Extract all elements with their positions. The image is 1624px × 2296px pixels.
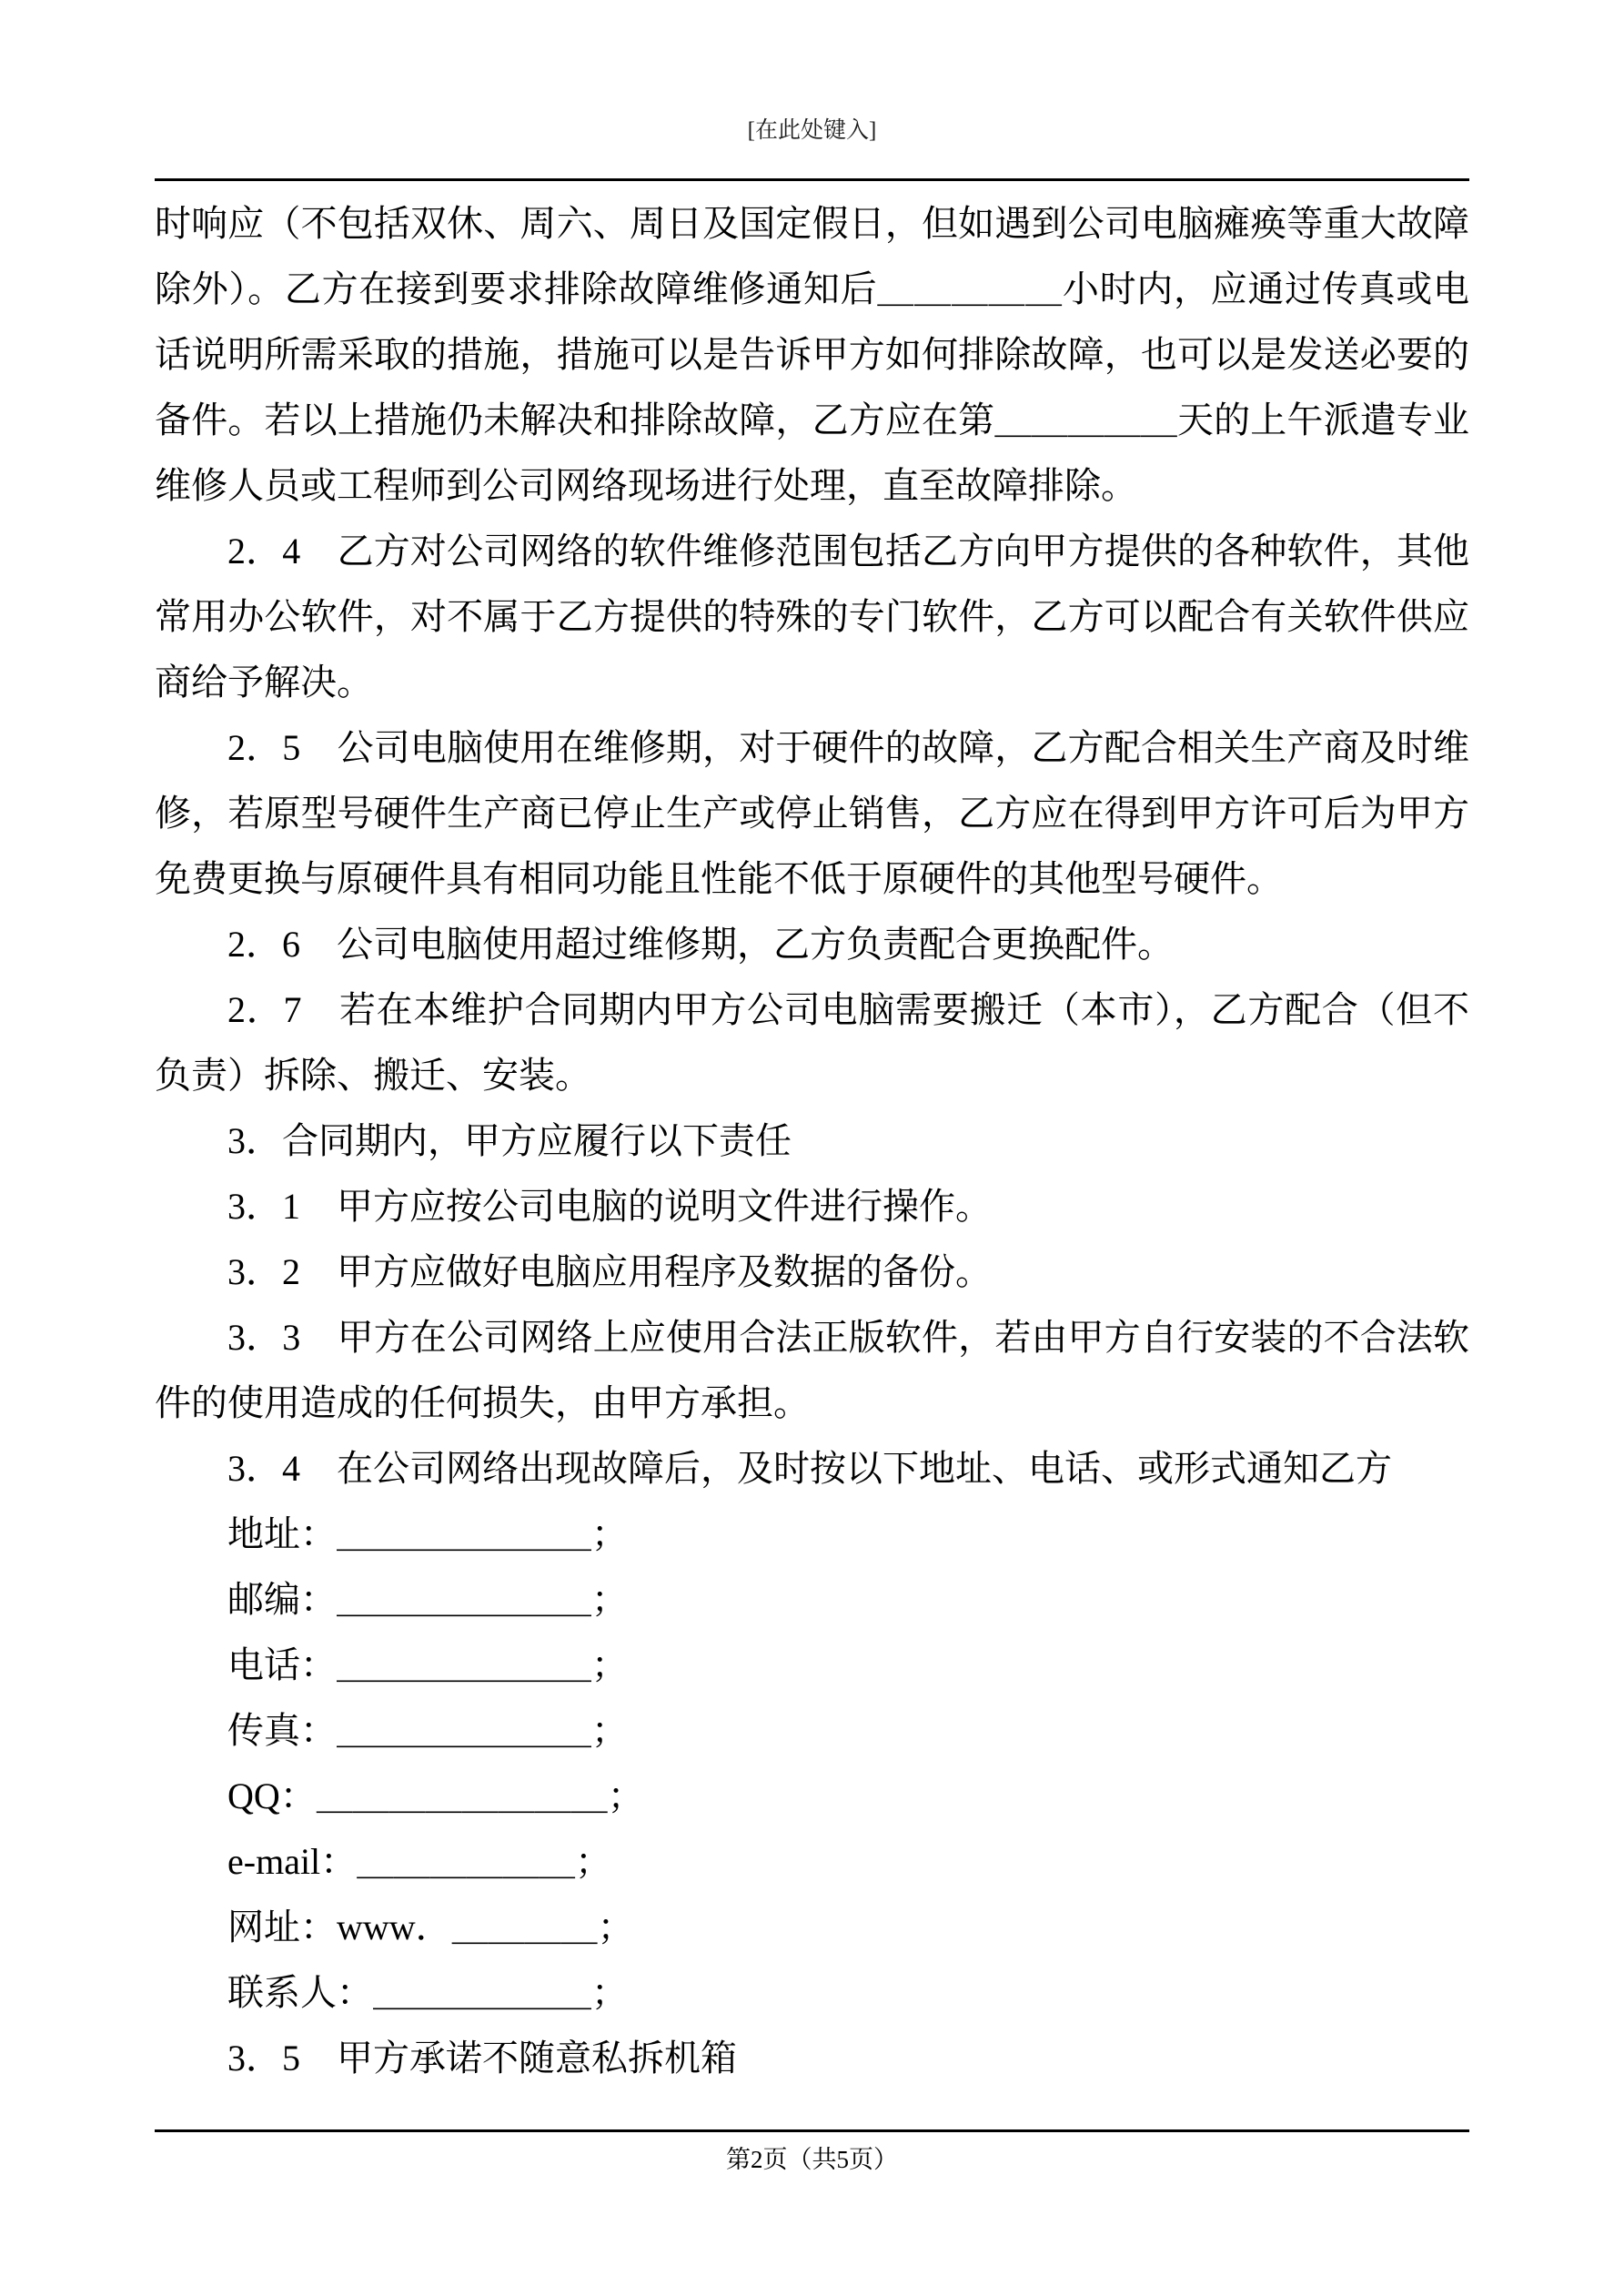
contact-line-website: 网址：www．＿＿＿＿； <box>227 1907 634 1947</box>
contact-line-contact-person: 联系人：＿＿＿＿＿＿； <box>227 1972 628 2013</box>
paragraph-2-7: 2．7 若在本维护合同期内甲方公司电脑需要搬迁（本市），乙方配合（但不负责）拆除、搬迁、安装。 <box>155 989 1469 1096</box>
paragraph-2-5: 2．5 公司电脑使用在维修期，对于硬件的故障，乙方配合相关生产商及时维修，若原型号硬件生产商已停止生产或停止销售，乙方应在得到甲方许可后为甲方免费更换与原硬件具有相同功能且性能不低于原硬件的其他型号硬件。 <box>155 727 1469 899</box>
contact-line-qq: QQ：＿＿＿＿＿＿＿＿； <box>227 1775 644 1816</box>
contact-line-fax: 传真：＿＿＿＿＿＿＿； <box>227 1710 628 1751</box>
paragraph-2-6: 2．6 公司电脑使用超过维修期，乙方负责配合更换配件。 <box>227 924 1174 965</box>
paragraph-3-2: 3．2 甲方应做好电脑应用程序及数据的备份。 <box>227 1251 992 1292</box>
contact-line-address: 地址：＿＿＿＿＿＿＿； <box>227 1513 628 1554</box>
header-rule <box>155 178 1469 181</box>
paragraph-2-3-continued: 时响应（不包括双休、周六、周日及国定假日，但如遇到公司电脑瘫痪等重大故障除外）。乙方在接到要求排除故障维修通知后＿＿＿＿＿小时内，应通过传真或电话说明所需采取的措施，措施可以是告诉甲方如何排除故障，也可以是发送必要的备件。若以上措施仍未解决和排除故障，乙方应在第＿＿＿＿＿天的上午派遣专业维修人员或工程师到公司网络现场进行处理，直至故障排除。 <box>155 203 1469 506</box>
contact-line-phone: 电话：＿＿＿＿＿＿＿； <box>227 1644 628 1685</box>
paragraph-3-4: 3．4 在公司网络出现故障后，及时按以下地址、电话、或形式通知乙方 <box>227 1448 1392 1489</box>
header-placeholder: [在此处键入] <box>747 118 877 143</box>
paragraph-3-5: 3．5 甲方承诺不随意私拆机箱 <box>227 2038 737 2079</box>
page-footer: 第2页（共5页） <box>726 2146 898 2173</box>
paragraph-3-1: 3．1 甲方应按公司电脑的说明文件进行操作。 <box>227 1186 992 1227</box>
paragraph-3-3: 3．3 甲方在公司网络上应使用合法正版软件，若由甲方自行安装的不合法软件的使用造成的任何损失，由甲方承担。 <box>155 1317 1469 1423</box>
contact-line-email: e-mail：＿＿＿＿＿＿； <box>227 1841 612 1882</box>
paragraph-2-4: 2．4 乙方对公司网络的软件维修范围包括乙方向甲方提供的各种软件，其他常用办公软件，对不属于乙方提供的特殊的专门软件，乙方可以配合有关软件供应商给予解决。 <box>155 531 1469 703</box>
document-body <box>155 191 1469 2091</box>
footer-rule <box>155 2129 1469 2132</box>
contact-line-postcode: 邮编：＿＿＿＿＿＿＿； <box>227 1579 628 1620</box>
paragraph-3: 3．合同期内，甲方应履行以下责任 <box>227 1120 792 1161</box>
